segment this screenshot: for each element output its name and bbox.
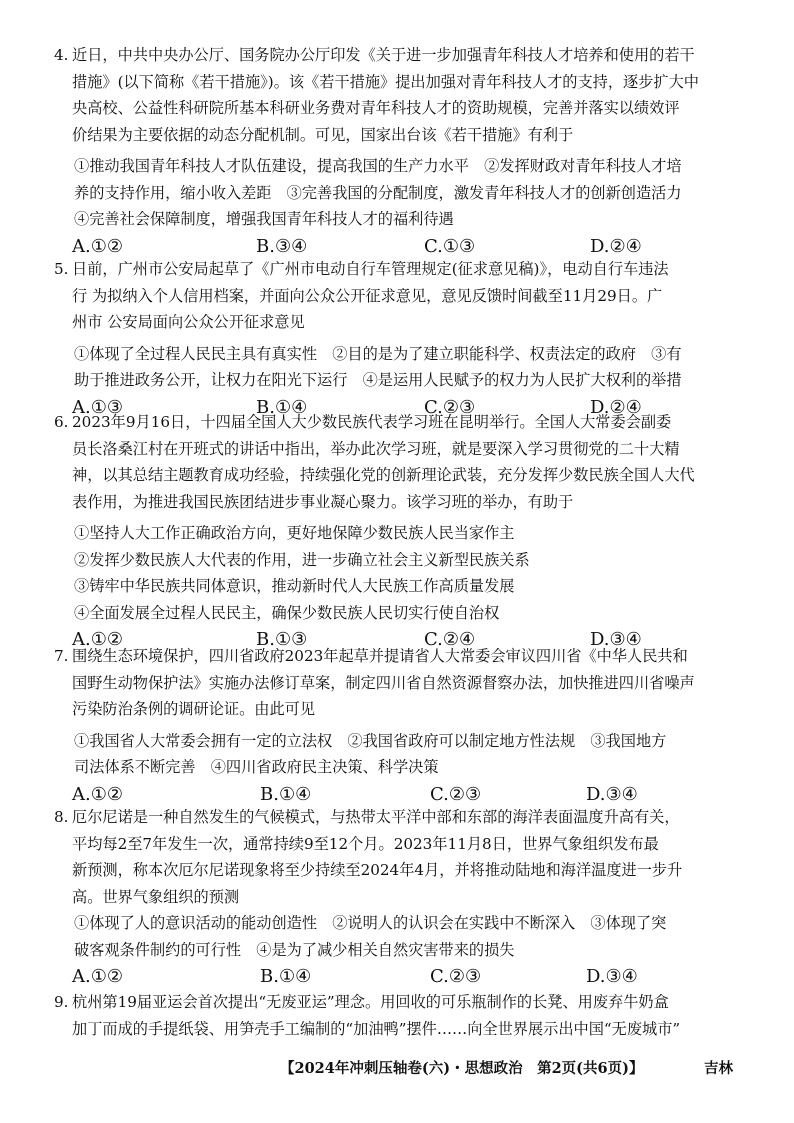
option-line: 司法体系不断完善 ④四川省政府民主决策、科学决策 <box>74 758 439 776</box>
choice-b[interactable]: B.①④ <box>260 783 312 805</box>
footer-title: 【2024年冲刺压轴卷(六)・思想政治 第2页(共6页)】 <box>280 1060 644 1077</box>
question-8 <box>54 804 744 991</box>
choice-a[interactable]: A.①③ <box>72 396 123 418</box>
question-stem-line: 表作用，为推进我国民族团结进步事业凝心聚力。该学习班的举办，有助于 <box>72 492 574 511</box>
question-stem-line: 神，以其总结主题教育成功经验，持续强化党的创新理论武装，充分发挥少数民族全国人大代 <box>72 466 695 484</box>
question-stem-line: 4. 近日，中共中央办公厅、国务院办公厅印发《关于进一步加强青年科技人才培养和使用的若干 <box>54 42 744 69</box>
question-stem-line: 州市 公安局面向公众公开征求意见 <box>72 313 305 331</box>
choice-c[interactable]: C.②③ <box>430 966 482 987</box>
option-line: ①体现了人的意识活动的能动创造性 ②说明人的认识会在实践中不断深入 ③体现了突 <box>74 914 667 932</box>
footer-region: 吉林 <box>704 1060 733 1077</box>
question-stem-line: 员长洛桑江村在开班式的讲话中指出，举办此次学习班，就是要深入学习贯彻党的二十大精 <box>72 439 680 458</box>
question-7 <box>54 643 744 809</box>
question-number: 9. <box>54 993 69 1011</box>
option-line: ①坚持人大工作正确政治方向，更好地保障少数民族人民当家作主 <box>74 524 515 542</box>
question-stem-line: 9. 杭州第19届亚运会首次提出“无废亚运”理念。用回收的可乐瓶制作的长凳、用废弃牛奶盒 <box>54 989 744 1016</box>
question-number: 4. <box>54 46 69 64</box>
choice-a[interactable]: A.①② <box>72 966 123 987</box>
question-stem-line: 行 为拟纳入个人信用档案，并面向公众公开征求意见，意见反馈时间截至11月29日。广 <box>72 286 663 305</box>
choice-d[interactable]: D.③④ <box>586 783 638 805</box>
option-line: 养的支持作用，缩小收入差距 ③完善我国的分配制度，激发青年科技人才的创新创造活力 <box>74 183 682 202</box>
question-stem-line: 6. 2023年9月16日，十四届全国人大少数民族代表学习班在昆明举行。全国人大常委会副委 <box>54 409 744 436</box>
question-stem-line: 措施》(以下简称《若干措施》)。该《若干措施》提出加强对青年科技人才的支持，逐步扩大中 <box>72 72 699 91</box>
question-stem-line: 平均每2至7年发生一次，通常持续9至12个月。2023年11月8日，世界气象组织发布最 <box>72 834 659 853</box>
choice-d[interactable]: D.②④ <box>590 235 642 257</box>
question-stem-line: 价结果为主要依据的动态分配机制。可见，国家出台该《若干措施》有利于 <box>72 125 574 144</box>
question-5 <box>54 256 744 422</box>
question-number: 6. <box>54 413 69 431</box>
option-line: ④完善社会保障制度，增强我国青年科技人才的福利待遇 <box>74 210 454 228</box>
question-number: 7. <box>54 647 69 665</box>
choice-c[interactable]: C.②④ <box>424 629 476 650</box>
choice-b[interactable]: B.①③ <box>256 629 308 650</box>
question-4 <box>54 42 744 261</box>
choice-b[interactable]: B.③④ <box>256 235 308 257</box>
choice-a[interactable]: A.①② <box>72 783 123 805</box>
question-stem-line: 国野生动物保护法》实施办法修订草案，制定四川省自然资源督察办法，加快推进四川省噪声 <box>72 673 695 692</box>
option-line: ③铸牢中华民族共同体意识，推动新时代人大民族工作高质量发展 <box>74 577 515 595</box>
question-number: 8. <box>54 808 69 826</box>
choice-d[interactable]: D.③④ <box>586 966 638 987</box>
question-stem-line: 5. 日前，广州市公安局起草了《广州市电动自行车管理规定(征求意见稿)》，电动自行车违法 <box>54 256 744 283</box>
question-stem-line: 高。世界气象组织的预测 <box>72 887 240 906</box>
option-line: ①推动我国青年科技人才队伍建设，提高我国的生产力水平 ②发挥财政对青年科技人才培 <box>74 157 682 175</box>
choice-d[interactable]: D.③④ <box>590 629 642 650</box>
question-stem-line: 8. 厄尔尼诺是一种自然发生的气候模式，与热带太平洋中部和东部的海洋表面温度升高有关， <box>54 804 744 831</box>
option-line: ①体现了全过程人民民主具有真实性 ②目的是为了建立职能科学、权责法定的政府 ③有 <box>74 344 682 363</box>
option-line: 破客观条件制约的可行性 ④是为了减少相关自然灾害带来的损失 <box>74 940 515 959</box>
option-line: 助于推进政务公开，让权力在阳光下运行 ④是运用人民赋予的权力为人民扩大权利的举措 <box>74 371 682 389</box>
question-stem-line: 污染防治条例的调研论证。由此可见 <box>72 700 315 718</box>
question-stem-line: 加丁而成的手提纸袋、用笋壳手工编制的“加油鸭”摆件……向全世界展示出中国“无废城市” <box>72 1019 681 1038</box>
choice-d[interactable]: D.②④ <box>590 396 642 418</box>
question-number: 5. <box>54 260 69 278</box>
option-line: ①我国省人大常委会拥有一定的立法权 ②我国省政府可以制定地方性法规 ③我国地方 <box>74 731 667 750</box>
page-footer <box>0 1057 794 1081</box>
choice-a[interactable]: A.①② <box>72 235 123 257</box>
choice-c[interactable]: C.②③ <box>430 783 482 805</box>
choice-c[interactable]: C.①③ <box>424 235 476 257</box>
choice-a[interactable]: A.①② <box>72 629 123 650</box>
answer-choices <box>54 963 744 991</box>
option-line: ②发挥少数民族人大代表的作用，进一步确立社会主义新型民族关系 <box>74 550 530 569</box>
choice-b[interactable]: B.①④ <box>260 966 312 987</box>
question-9 <box>54 989 744 1042</box>
question-stem-line: 新预测，称本次厄尔尼诺现象将至少持续至2024年4月，并将推动陆地和海洋温度进一步升 <box>72 861 683 879</box>
question-6 <box>54 409 744 654</box>
choice-b[interactable]: B.①④ <box>256 396 308 418</box>
question-stem-line: 7. 围绕生态环境保护，四川省政府2023年起草并提请省人大常委会审议四川省《中华人民共和 <box>54 643 744 670</box>
choice-c[interactable]: C.②③ <box>424 396 476 418</box>
option-line: ④全面发展全过程人民民主，确保少数民族人民切实行使自治权 <box>74 603 500 622</box>
question-stem-line: 央高校、公益性科研院所基本科研业务费对青年科技人才的资助规模，完善并落实以绩效评 <box>72 99 680 117</box>
